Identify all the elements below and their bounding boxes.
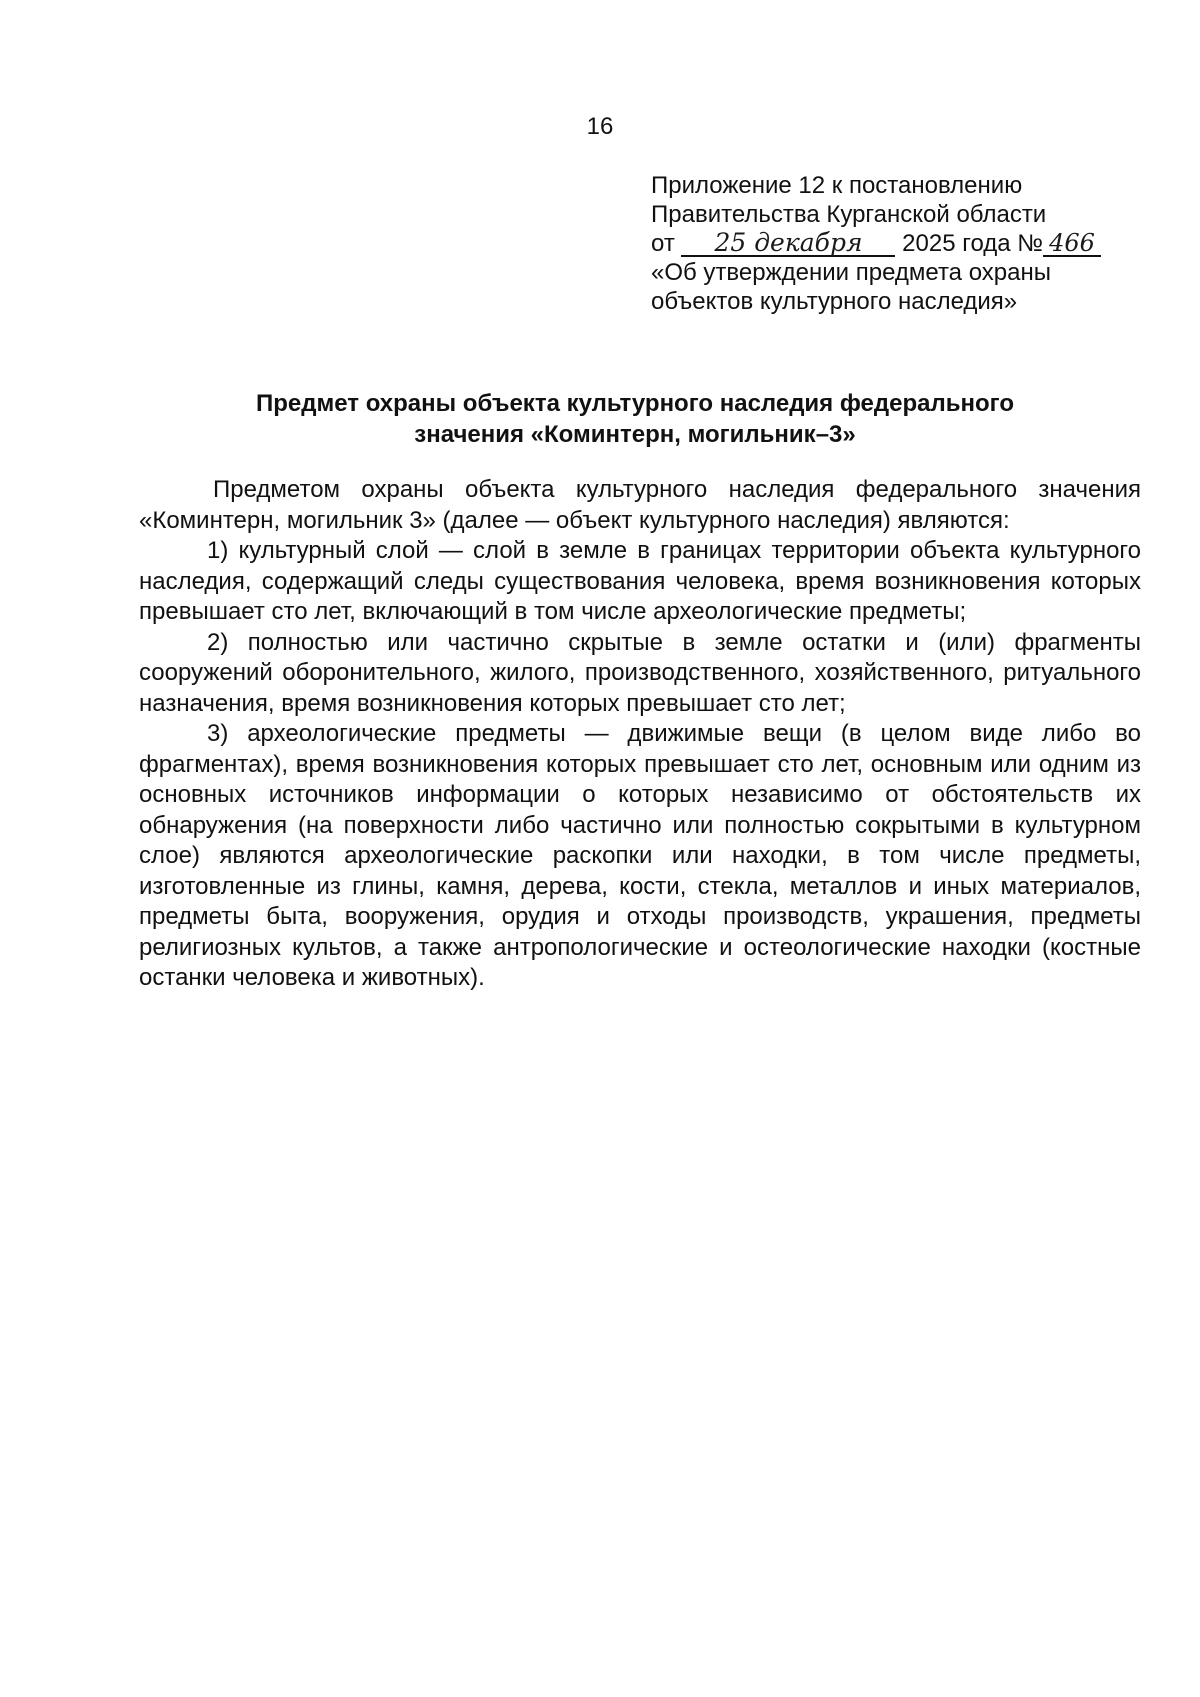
appendix-line-4: «Об утверждении предмета охраны (651, 259, 1051, 286)
document-title (130, 388, 1140, 450)
page-number: 16 (586, 113, 614, 140)
appendix-date-line (651, 229, 1171, 258)
document-body (139, 475, 1141, 994)
appendix-line-2: Правительства Курганской области (651, 201, 1047, 228)
appendix-line-5: объектов культурного наследия» (651, 288, 1018, 315)
intro-paragraph: Предметом охраны объекта культурного наследия федерального значения «Коминтерн, могильник 3» (далее — объект культурного наследия) являются: (139, 476, 1141, 534)
handwritten-number: 466 (1043, 231, 1101, 257)
handwritten-date: 25 декабря (681, 231, 895, 257)
year-text: 2025 года № (902, 230, 1044, 257)
title-line-2: значения «Коминтерн, могильник–3» (414, 421, 856, 448)
list-item: 3) археологические предметы — движимые вещи (в целом виде либо во фрагментах), время возникновения которых превышает сто лет, основным или одним из основных источников информации о которых независимо от обстоятельств их обнаружения (на поверхности либо частично или полностью сокрытыми в культурном слое) являются археологические раскопки или находки, в том числе предметы, изготовленные из глины, камня, дерева, кости, стекла, металлов и иных материалов, предметы быта, вооружения, орудия и отходы производств, украшения, предметы религиозных культов, а также антропологические и остеологические находки (костные останки человека и животных). (139, 720, 1141, 991)
appendix-line-1: Приложение 12 к постановлению (651, 172, 1023, 199)
date-prefix: от (651, 230, 675, 257)
list-item: 1) культурный слой — слой в земле в границах территории объекта культурного наследия, содержащий следы существования человека, время возникновения которых превышает сто лет, включающий в том числе археологические предметы; (139, 537, 1141, 625)
list-item: 2) полностью или частично скрытые в земле остатки и (или) фрагменты сооружений оборонительного, жилого, производственного, хозяйственного, ритуального назначения, время возникновения которых превышает сто лет; (139, 628, 1141, 717)
title-line-1: Предмет охраны объекта культурного наследия федерального (256, 390, 1014, 417)
appendix-header (651, 171, 1171, 316)
